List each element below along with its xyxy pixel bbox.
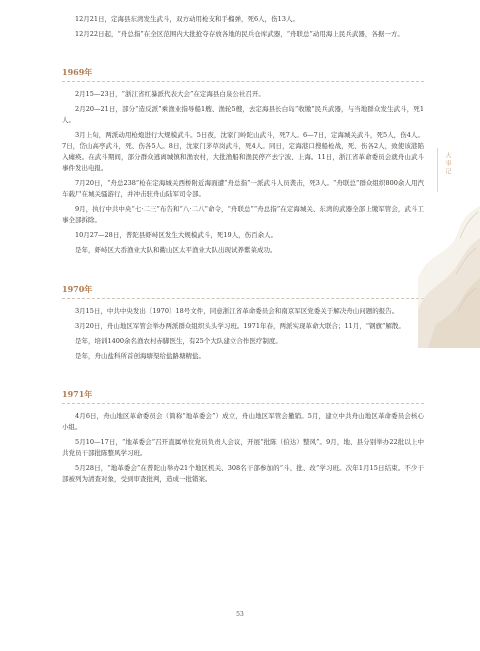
entry-paragraph: 10月27—28日，普陀县虾峙区发生大规模武斗，死19人，伤百余人。 <box>75 231 278 239</box>
entry-paragraph: 2月15—23日，“浙江省红暴派代表大会”在定海县白泉公社召开。 <box>75 90 265 98</box>
entry-paragraph: 是年，舟山盐科所首创海塘渠给盐路塘精盐。 <box>75 352 205 360</box>
year-heading-1970: 1970年 <box>62 284 93 294</box>
page-number: 53 <box>236 611 244 618</box>
entry-paragraph: 12月22日起，“舟总指”在全区范围内大批抢夺存放各地的民兵仓库武器，“舟联总”动用海上民兵武器，各据一方。 <box>75 30 404 38</box>
entry-paragraph: 5月10—17日，“地革委会”召开直属单位党员负责人会议，开展“批陈（伯达）整风”。9月，地、县分别举办22批以上中共党员干部批陈整风学习班。 <box>62 438 424 457</box>
entry-paragraph: 9月，执行中共中央“七·二三”布告和“八·二八”命令，“舟联总”“舟总指”在定海城关、东湾的武器全部上缴军管会，武斗工事全部拆除。 <box>62 205 424 224</box>
entry-paragraph: 是年，虾峙区大岙渔业大队和衢山区太平渔业大队出现试养紫菜成功。 <box>75 246 277 254</box>
mountain-decoration <box>418 198 480 348</box>
year-divider <box>62 298 424 299</box>
entry-paragraph: 7月20日，“舟总238”枪在定海城关西桥附近海面遭“舟总指”一派武斗人员袭击，死3人。“舟联总”群众组织800余人用汽车载尸在城关骚游行，并冲击驻舟山陆军司令部。 <box>62 179 424 198</box>
year-heading-1971: 1971年 <box>62 389 93 399</box>
entry-paragraph: 3月20日，舟山地区军管会举办两派群众组织头头学习班。1971年春，两派实现革命大联合；11月，“钢旗”解散。 <box>75 322 405 330</box>
side-tab-divider <box>437 148 438 192</box>
entry-paragraph: 3月15日，中共中央发出〔1970〕18号文件，同意浙江省革命委员会和南京军区党委关于解决舟山问题的报告。 <box>75 307 399 315</box>
side-tab <box>443 152 459 190</box>
year-divider <box>62 81 424 82</box>
entry-paragraph: 4月6日，舟山地区革命委员会（简称“地革委会”）成立，舟山地区军管会撤销。5月，建立中共舟山地区革命委员会核心小组。 <box>62 412 424 431</box>
entry-paragraph: 是年，培训1400余名渔农村赤脚医生，有25个大队建立合作医疗制度。 <box>75 337 282 345</box>
entry-paragraph: 5月28日，“地革委会”在普陀山举办21个地区机关、308名干部参加的“斗、批、改”学习班。次年1月15日结束。不少干部被列为清查对象，受到审查批判，造成一批错案。 <box>62 464 424 483</box>
entry-paragraph: 2月20—21日，部分“造反派”乘渔业指导船1艘、渔轮5艘，去定海县长白岛“收缴”民兵武器，与当地群众发生武斗，死1人。 <box>62 105 424 124</box>
year-divider <box>62 403 424 404</box>
side-tab-label: 大事记 <box>444 152 451 176</box>
entry-paragraph: 3月上旬，两派动用枪炮进行大规模武斗。5日夜，沈家门岭陀山武斗，死7人。6—7日，定海城关武斗，死5人，伤4人。7日，岱山高亭武斗，死、伤各5人。8日，沈家门茅草岗武斗，死4人。同日，定海港口搜船枪战，死、伤各2人，致使该港陷入瘫痪。在武斗期间，部分群众逃离城镇和渔农村，大批渔船和渔民停产去宁波、上海。11日，浙江省革命委员会就舟山武斗事件发出电报。 <box>62 131 424 172</box>
entry-paragraph: 12月21日，定海县东湾发生武斗，双方动用枪支和手榴弹，死6人，伤13人。 <box>75 15 299 23</box>
year-heading-1969: 1969年 <box>62 67 93 77</box>
page-content <box>62 14 424 489</box>
